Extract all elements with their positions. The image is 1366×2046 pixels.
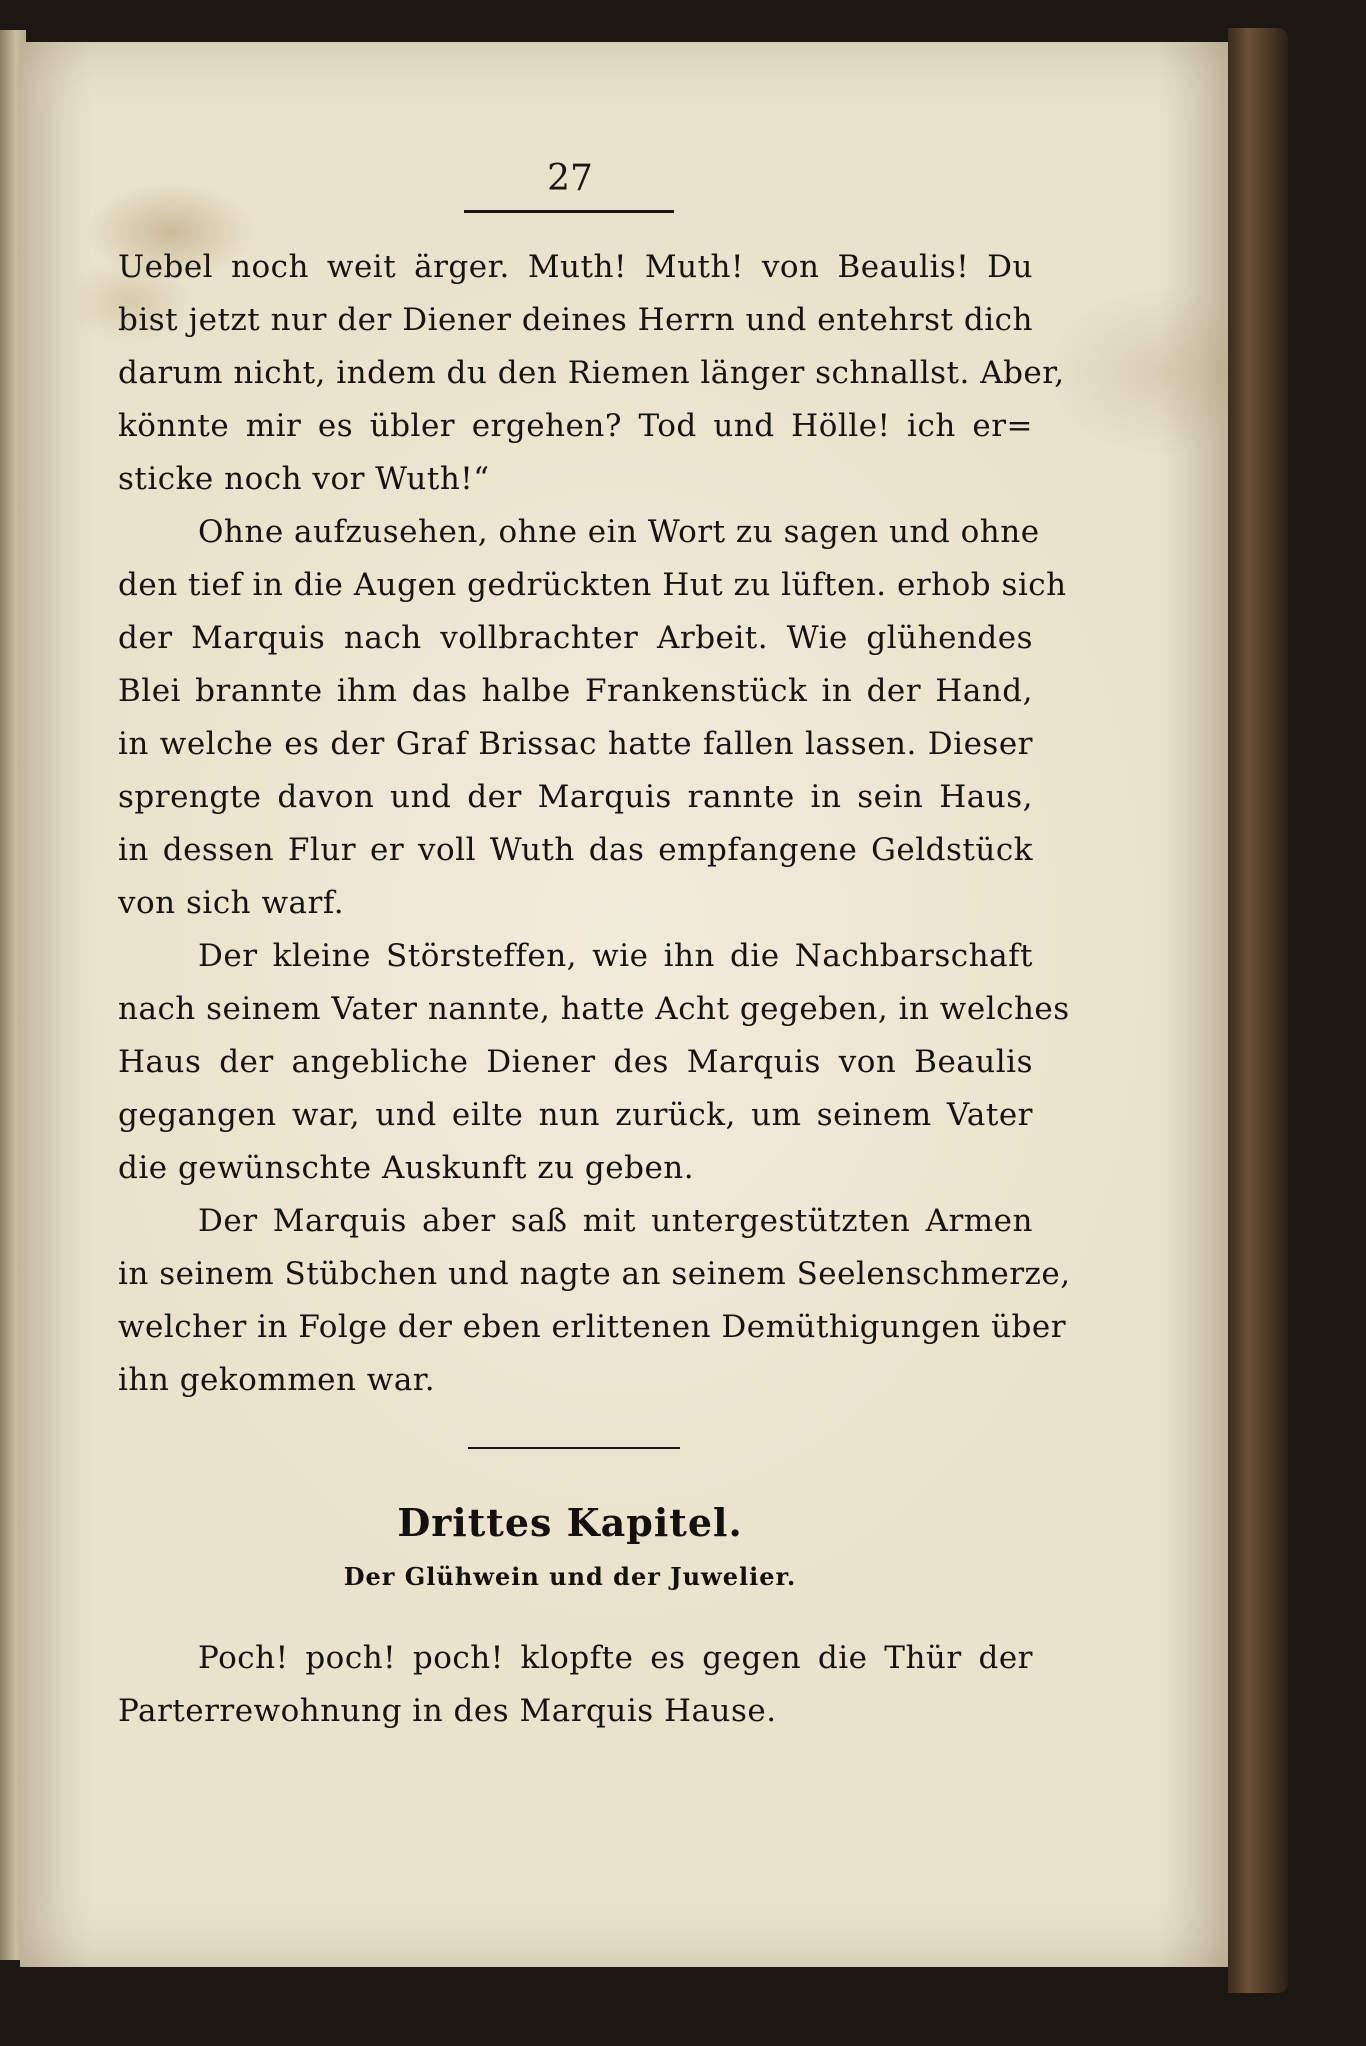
text-line: sticke noch vor Wuth!“ bbox=[118, 461, 490, 497]
text-line: darum nicht, indem du den Riemen länger schnallst. Aber, bbox=[118, 355, 1065, 391]
page-number: 27 bbox=[547, 158, 593, 199]
text-line: Ohne aufzusehen, ohne ein Wort zu sagen und ohne bbox=[198, 514, 1040, 550]
text-line: Poch! poch! poch! klopfte es gegen die Thür der bbox=[198, 1640, 1033, 1676]
text-line: ihn gekommen war. bbox=[118, 1362, 436, 1398]
paragraph bbox=[118, 1195, 1071, 1407]
text-line: der Marquis nach vollbrachter Arbeit. Wie glühendes bbox=[118, 620, 1033, 656]
text-line: gegangen war, und eilte nun zurück, um seinem Vater bbox=[118, 1097, 1033, 1133]
text-line: Der Marquis aber saß mit untergestützten Armen bbox=[198, 1203, 1033, 1239]
text-line: den tief in die Augen gedrückten Hut zu lüften. erhob sich bbox=[118, 567, 1067, 603]
text-line: Parterrewohnung in des Marquis Hause. bbox=[118, 1693, 777, 1729]
text-line: Uebel noch weit ärger. Muth! Muth! von Beaulis! Du bbox=[118, 249, 1033, 285]
chapter-title: Drittes Kapitel. bbox=[397, 1500, 743, 1545]
paragraph bbox=[118, 930, 1070, 1195]
text-line: in dessen Flur er voll Wuth das empfangene Geldstück bbox=[118, 832, 1033, 868]
text-line: von sich warf. bbox=[118, 885, 345, 921]
chapter-subtitle: Der Glühwein und der Juwelier. bbox=[343, 1562, 797, 1591]
text-line: sprengte davon und der Marquis rannte in sein Haus, bbox=[118, 779, 1033, 815]
text-line: Blei brannte ihm das halbe Frankenstück in der Hand, bbox=[118, 673, 1033, 709]
text-line: in welche es der Graf Brissac hatte fallen lassen. Dieser bbox=[118, 726, 1033, 762]
text-line: nach seinem Vater nannte, hatte Acht gegeben, in welches bbox=[118, 991, 1070, 1027]
header-rule bbox=[464, 210, 674, 213]
text-line: Haus der angebliche Diener des Marquis von Beaulis bbox=[118, 1044, 1033, 1080]
book-cover-edge bbox=[1228, 28, 1288, 1993]
paragraph bbox=[118, 241, 1065, 506]
section-rule bbox=[468, 1447, 680, 1449]
text-line: in seinem Stübchen und nagte an seinem Seelenschmerze, bbox=[118, 1256, 1071, 1292]
text-line: welcher in Folge der eben erlittenen Demüthigungen über bbox=[118, 1309, 1067, 1345]
text-line: bist jetzt nur der Diener deines Herrn und entehrst dich bbox=[118, 302, 1033, 338]
body-text-top bbox=[118, 241, 1071, 1407]
body-text-bottom bbox=[118, 1632, 1033, 1738]
text-line: Der kleine Störsteffen, wie ihn die Nachbarschaft bbox=[198, 938, 1033, 974]
paragraph bbox=[118, 506, 1067, 930]
paragraph bbox=[118, 1632, 1033, 1738]
text-line: die gewünschte Auskunft zu geben. bbox=[118, 1150, 695, 1186]
text-line: könnte mir es übler ergehen? Tod und Hölle! ich er= bbox=[118, 408, 1033, 444]
